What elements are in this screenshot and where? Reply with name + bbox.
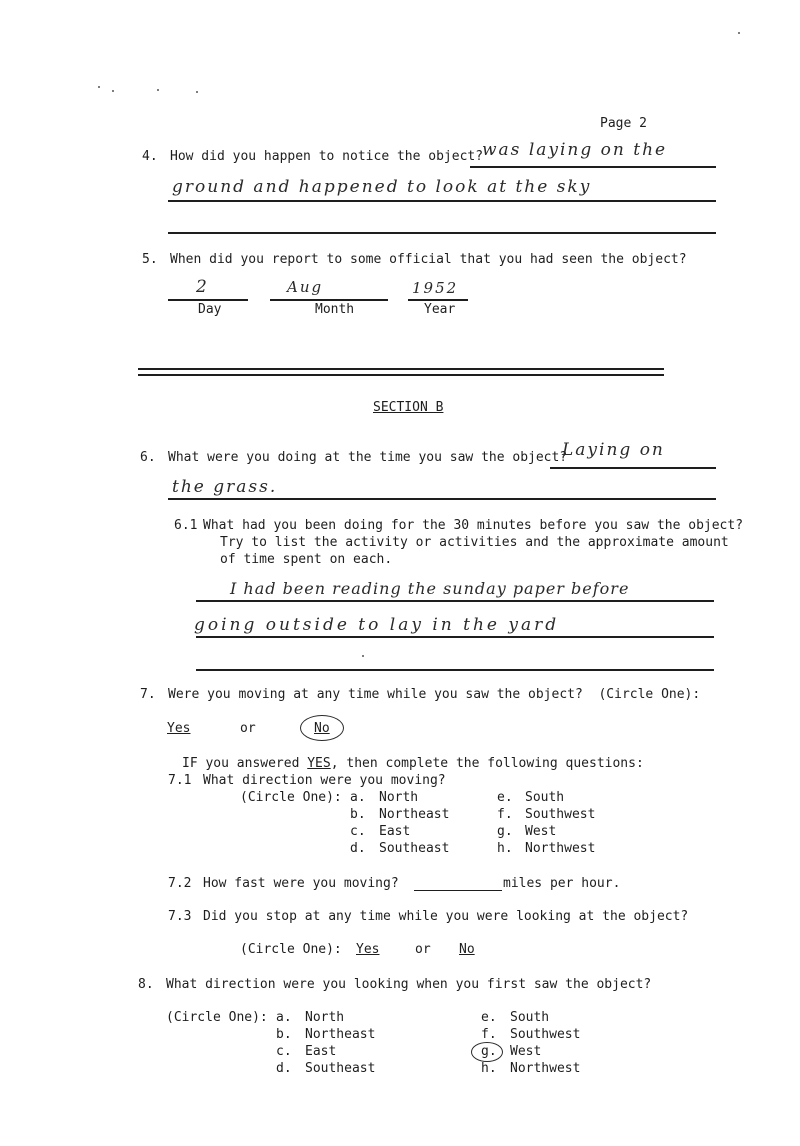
q8-option-east[interactable]: East [305, 1044, 337, 1059]
q7-1-option-letter: b. [350, 807, 366, 822]
q7-if-text: IF you answered YES, then complete the following questions: [182, 756, 644, 771]
q4-answer-rule [168, 232, 716, 234]
q7-question: Were you moving at any time while you saw the object? (Circle One): [168, 687, 701, 702]
q7-1-option-north[interactable]: North [379, 790, 419, 805]
q8-option-letter-circled: g. [481, 1044, 497, 1059]
q4-answer-line2[interactable]: ground and happened to look at the sky [172, 177, 592, 197]
q6-1-answer-rule [196, 636, 714, 638]
q6-1-number: 6.1 [174, 518, 198, 533]
q8-answer-circle [471, 1042, 503, 1062]
q7-1-option-northeast[interactable]: Northeast [379, 807, 450, 822]
q7-1-number: 7.1 [168, 773, 192, 788]
page-number: Page 2 [600, 116, 647, 131]
q6-1-answer-line1[interactable]: I had been reading the sunday paper before [230, 579, 630, 598]
q7-1-option-letter: h. [497, 841, 513, 856]
q8-option-southwest[interactable]: Southwest [510, 1027, 581, 1042]
q7-3-yes-option[interactable]: Yes [356, 942, 380, 957]
scan-speck [157, 89, 159, 91]
q4-question: How did you happen to notice the object? [170, 149, 484, 164]
q4-answer-line1[interactable]: was laying on the [482, 140, 668, 160]
q6-1-answer-rule [196, 600, 714, 602]
q6-1-question-line2: Try to list the activity or activities and the approximate amount [220, 535, 729, 550]
q7-answer-circle [300, 715, 344, 741]
q7-1-option-west[interactable]: West [525, 824, 557, 839]
q4-answer-rule [470, 166, 716, 168]
section-b-heading: SECTION B [373, 400, 444, 415]
q7-or: or [240, 721, 256, 736]
q5-year-value[interactable]: 1952 [412, 279, 459, 297]
q6-answer-rule [168, 498, 716, 500]
scan-speck [738, 32, 740, 34]
q7-1-option-southwest[interactable]: Southwest [525, 807, 596, 822]
q8-option-letter: e. [481, 1010, 497, 1025]
q7-no-option[interactable]: No [314, 721, 330, 736]
q8-option-letter: f. [481, 1027, 497, 1042]
q8-circle-one: (Circle One): [166, 1010, 268, 1025]
q6-answer-line1[interactable]: Laying on [562, 440, 665, 460]
q8-option-south[interactable]: South [510, 1010, 550, 1025]
q7-2-question: How fast were you moving? [203, 876, 399, 891]
q7-1-option-south[interactable]: South [525, 790, 565, 805]
q6-1-question-line1: What had you been doing for the 30 minutes before you saw the object? [203, 518, 744, 533]
q8-option-north[interactable]: North [305, 1010, 345, 1025]
q7-1-option-letter: e. [497, 790, 513, 805]
q4-number: 4. [142, 149, 158, 164]
q7-3-or: or [415, 942, 431, 957]
q8-number: 8. [138, 977, 154, 992]
q8-option-letter: c. [276, 1044, 292, 1059]
q5-question: When did you report to some official that you had seen the object? [170, 252, 687, 267]
q7-1-option-letter: f. [497, 807, 513, 822]
q5-year-label: Year [424, 302, 456, 317]
q7-number: 7. [140, 687, 156, 702]
q5-year-rule [408, 299, 468, 301]
q7-1-option-northwest[interactable]: Northwest [525, 841, 596, 856]
q8-option-letter: a. [276, 1010, 292, 1025]
q8-option-letter: b. [276, 1027, 292, 1042]
q7-1-option-letter: d. [350, 841, 366, 856]
q6-1-answer-rule [196, 669, 714, 671]
q7-2-number: 7.2 [168, 876, 192, 891]
q5-day-value[interactable]: 2 [196, 277, 209, 297]
q6-answer-line2[interactable]: the grass. [172, 477, 278, 497]
scan-speck [98, 86, 100, 88]
q8-question: What direction were you looking when you first saw the object? [166, 977, 652, 992]
q7-1-option-east[interactable]: East [379, 824, 411, 839]
q7-3-number: 7.3 [168, 909, 192, 924]
q7-3-no-option[interactable]: No [459, 942, 475, 957]
q5-day-label: Day [198, 302, 222, 317]
q7-1-option-southeast[interactable]: Southeast [379, 841, 450, 856]
q6-question: What were you doing at the time you saw the object? [168, 450, 568, 465]
q5-number: 5. [142, 252, 158, 267]
q7-1-option-letter: g. [497, 824, 513, 839]
q4-answer-rule [168, 200, 716, 202]
section-divider [138, 374, 664, 376]
q8-option-southeast[interactable]: Southeast [305, 1061, 376, 1076]
q8-option-northwest[interactable]: Northwest [510, 1061, 581, 1076]
q7-2-speed-field[interactable] [414, 890, 502, 891]
q5-month-label: Month [315, 302, 355, 317]
q6-1-question-line3: of time spent on each. [220, 552, 393, 567]
q7-3-question: Did you stop at any time while you were looking at the object? [203, 909, 689, 924]
q7-3-circle-one: (Circle One): [240, 942, 342, 957]
q6-1-answer-line2[interactable]: going outside to lay in the yard [194, 615, 560, 635]
scan-speck [112, 90, 114, 92]
q8-option-west[interactable]: West [510, 1044, 542, 1059]
q6-answer-rule [550, 467, 716, 469]
q7-2-unit: miles per hour. [503, 876, 621, 891]
q5-month-value[interactable]: Aug [287, 278, 324, 296]
scan-speck [362, 655, 364, 657]
q8-option-letter: h. [481, 1061, 497, 1076]
q8-option-letter: d. [276, 1061, 292, 1076]
scan-speck [196, 91, 198, 93]
q7-yes-option[interactable]: Yes [167, 721, 191, 736]
q5-day-rule [168, 299, 248, 301]
q5-month-rule [270, 299, 388, 301]
q7-1-circle-one: (Circle One): [240, 790, 342, 805]
q8-option-northeast[interactable]: Northeast [305, 1027, 376, 1042]
q6-number: 6. [140, 450, 156, 465]
section-divider [138, 368, 664, 370]
q7-1-question: What direction were you moving? [203, 773, 446, 788]
q7-1-option-letter: a. [350, 790, 366, 805]
q7-1-option-letter: c. [350, 824, 366, 839]
